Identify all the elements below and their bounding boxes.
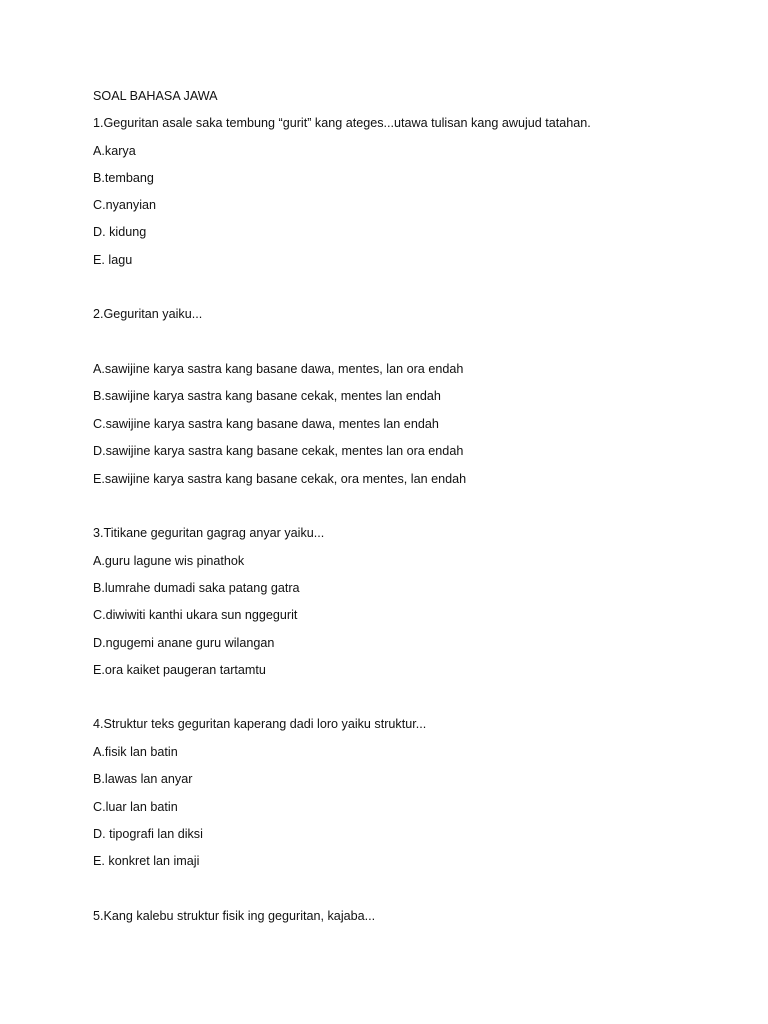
q3-option-d: D.ngugemi anane guru wilangan (93, 636, 275, 650)
document-title: SOAL BAHASA JAWA (93, 89, 218, 103)
q3-option-c: C.diwiwiti kanthi ukara sun nggegurit (93, 608, 298, 622)
q4-option-d: D. tipografi lan diksi (93, 827, 203, 841)
q1-option-d: D. kidung (93, 225, 147, 239)
q1-option-e: E. lagu (93, 253, 133, 267)
question-2: 2.Geguritan yaiku... (93, 307, 203, 321)
q2-option-d: D.sawijine karya sastra kang basane cekak, mentes lan ora endah (93, 444, 464, 458)
question-4: 4.Struktur teks geguritan kaperang dadi loro yaiku struktur... (93, 717, 427, 731)
q1-option-c: C.nyanyian (93, 198, 157, 212)
q2-option-e: E.sawijine karya sastra kang basane cekak, ora mentes, lan endah (93, 472, 467, 486)
q1-option-b: B.tembang (93, 171, 154, 185)
question-5: 5.Kang kalebu struktur fisik ing geguritan, kajaba... (93, 909, 376, 923)
q4-option-e: E. konkret lan imaji (93, 854, 200, 868)
q4-option-b: B.lawas lan anyar (93, 772, 193, 786)
q2-option-a: A.sawijine karya sastra kang basane dawa, mentes, lan ora endah (93, 362, 464, 376)
q3-option-a: A.guru lagune wis pinathok (93, 554, 245, 568)
q4-option-c: C.luar lan batin (93, 800, 178, 814)
q2-option-c: C.sawijine karya sastra kang basane dawa, mentes lan endah (93, 417, 439, 431)
q3-option-e: E.ora kaiket paugeran tartamtu (93, 663, 266, 677)
question-1: 1.Geguritan asale saka tembung “gurit” kang ateges...utawa tulisan kang awujud tatahan. (93, 116, 591, 130)
q3-option-b: B.lumrahe dumadi saka patang gatra (93, 581, 300, 595)
q1-option-a: A.karya (93, 144, 136, 158)
q2-option-b: B.sawijine karya sastra kang basane cekak, mentes lan endah (93, 389, 441, 403)
question-3: 3.Titikane geguritan gagrag anyar yaiku... (93, 526, 325, 540)
q4-option-a: A.fisik lan batin (93, 745, 178, 759)
